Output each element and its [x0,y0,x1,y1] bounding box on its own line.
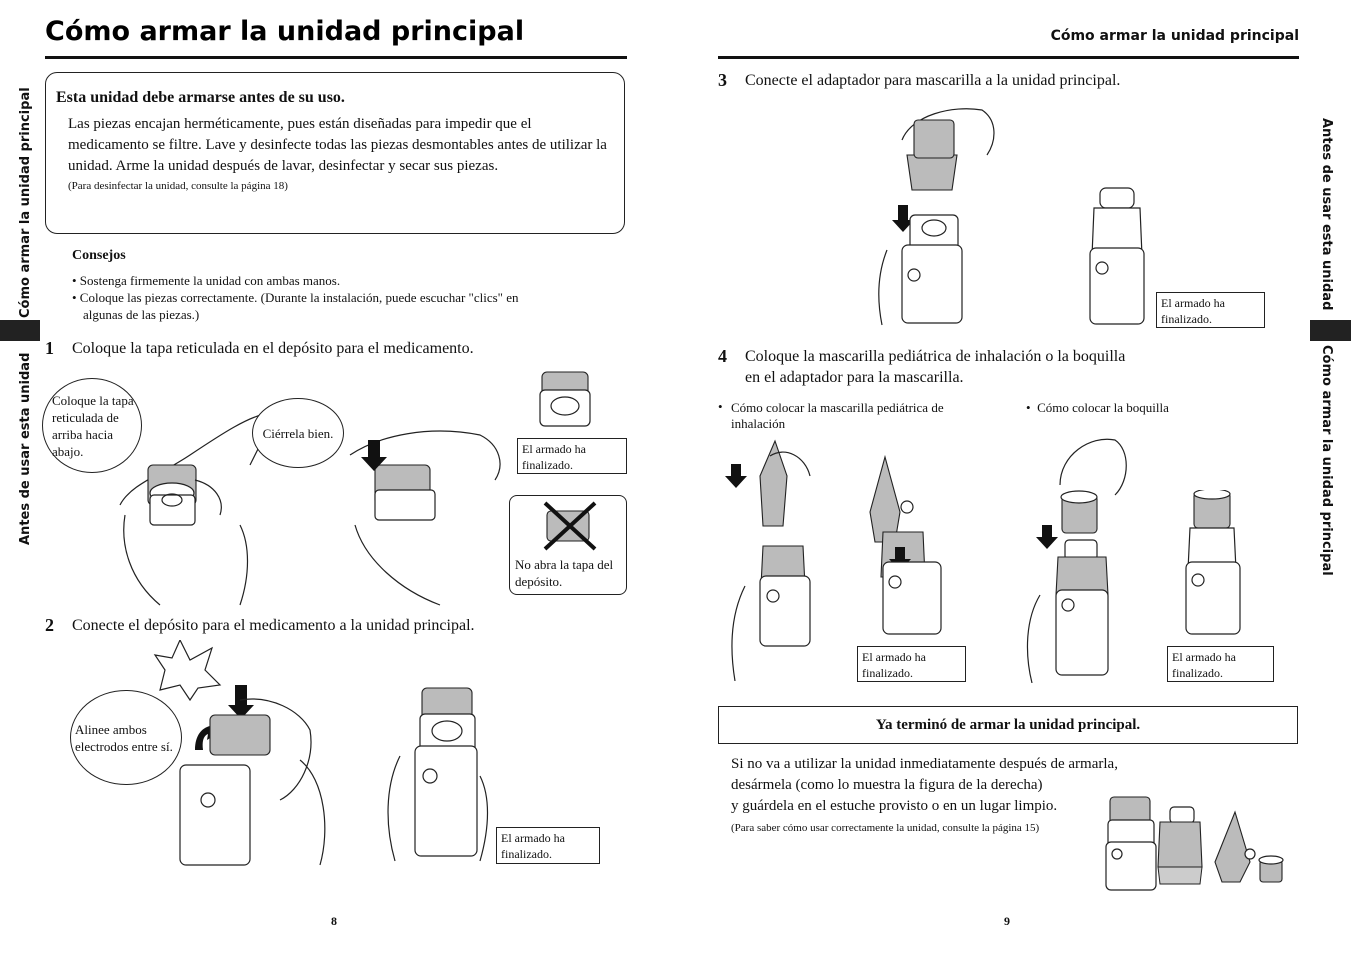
caption-box: El armado ha finalizado. [496,827,600,864]
caption-box: El armado ha finalizado. [857,646,966,682]
title-rule [45,56,627,59]
closing-line: desármela (como lo muestra la figura de la derecha) [731,777,1043,793]
unit-with-adapter-illustration [1082,186,1152,326]
finished-banner: Ya terminó de armar la unidad principal. [718,706,1298,744]
side-tab-marker-left [0,320,40,341]
warning-box [509,495,627,595]
intro-box [45,72,625,234]
step-4-text-line2: en el adaptador para la mascarilla. [745,369,964,386]
step-1-number: 1 [45,338,54,358]
callout-bubble [70,690,182,785]
callout-bubble [252,398,344,468]
tip-item: • Coloque las piezas correctamente. (Durante la instalación, puede escuchar "clics" en algunas de las piezas.) [72,290,519,322]
step-4-number: 4 [718,346,727,366]
caption-box: El armado ha finalizado. [1167,646,1274,682]
tip-item: • Sostenga firmemente la unidad con ambas manos. [72,273,341,288]
side-tab-left-top: Cómo armar la unidad principal [18,87,33,318]
side-tab-left-bottom: Antes de usar esta unidad [18,352,33,545]
page-number: 8 [331,914,337,928]
running-head: Cómo armar la unidad principal [1050,28,1299,44]
side-tab-marker-right [1310,320,1351,341]
closing-note [731,754,1118,839]
step-1-text: Coloque la tapa reticulada en el depósito para el medicamento. [72,340,474,357]
caption-box: El armado ha finalizado. [1156,292,1265,328]
step-4-text-line1: Coloque la mascarilla pediátrica de inhalación o la boquilla [745,348,1126,365]
option-mouthpiece-label [1026,400,1169,416]
mask-assembled-illustration [855,452,945,637]
down-arrow-icon [1036,525,1058,549]
intro-note: (Para desinfectar la unidad, consulte la página 18) [68,180,288,192]
callout-text: Ciérrela bien. [262,425,334,441]
option-mask-text: Cómo colocar la mascarilla pediátrica de inhalación [731,400,944,431]
closing-line: Si no va a utilizar la unidad inmediatamente después de armarla, [731,756,1118,772]
bullet: • [1026,400,1038,415]
warning-text: No abra la tapa del depósito. [515,557,614,589]
bullet: • [718,399,723,414]
callout-text: Alinee ambos electrodos entre sí. [75,721,173,754]
side-tab-right-bottom: Cómo armar la unidad principal [1319,345,1334,576]
medicine-container-icon [530,366,600,432]
step-2-number: 2 [45,615,54,635]
intro-body: Las piezas encajan herméticamente, pues están diseñadas para impedir que el medicamento se filtre. Lave y desinfecte todas las piezas desmontables antes de utilizar la unidad. Arme la unidad después de lavar, desinfectar y secar sus piezas. [68,116,607,174]
warning-cross-icon [535,501,605,551]
callout-text: Coloque la tapa reticulada de arriba hacia abajo. [52,392,134,459]
page-number: 9 [1004,914,1010,928]
step-3-illustration [872,100,1012,328]
click-burst-icon [155,640,220,700]
mouthpiece-attach-illustration [1020,425,1145,683]
callout-bubble [42,378,142,473]
closing-line: y guárdela en el estuche provisto o en un lugar limpio. [731,798,1058,814]
step-3-text: Conecte el adaptador para mascarilla a la unidad principal. [745,72,1121,89]
closing-small-note: (Para saber cómo usar correctamente la unidad, consulte la página 15) [731,822,1040,834]
side-tab-right-top: Antes de usar esta unidad [1319,118,1334,311]
down-arrow-icon [725,464,747,488]
mask-attach-illustration [725,436,815,681]
caption-box: El armado ha finalizado. [517,438,627,474]
step-2-text: Conecte el depósito para el medicamento a la unidad principal. [72,617,475,634]
disassembled-parts-illustration [1100,792,1290,892]
mouthpiece-assembled-illustration [1180,490,1245,638]
option-mask-label [718,400,968,432]
intro-heading: Esta unidad debe armarse antes de su uso. [56,89,345,106]
step-3-number: 3 [718,70,727,90]
tips-list [72,272,542,323]
title-rule [718,56,1299,59]
tips-heading: Consejos [72,248,126,263]
down-arrow-icon [228,685,254,719]
assembled-unit-illustration [380,686,490,866]
page-title: Cómo armar la unidad principal [45,16,525,47]
option-mouthpiece-text: Cómo colocar la boquilla [1037,400,1169,415]
